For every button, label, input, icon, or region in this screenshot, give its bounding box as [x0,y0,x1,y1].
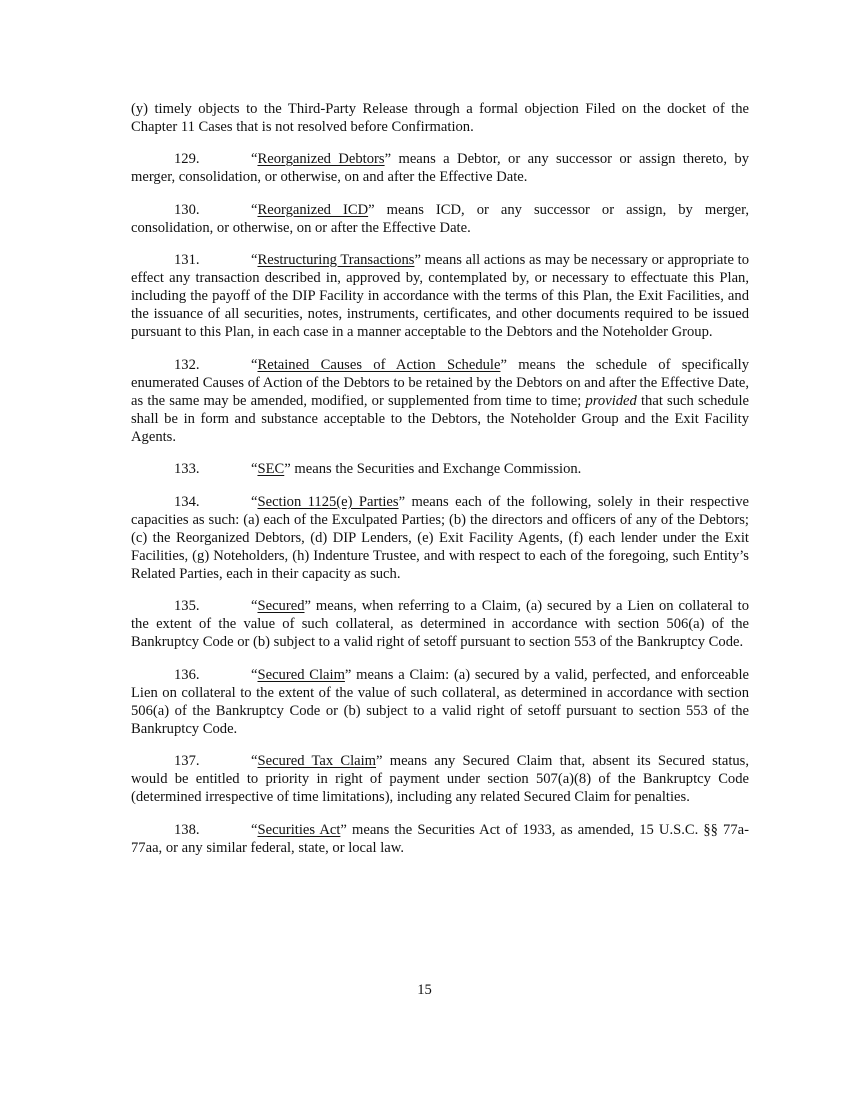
definition-129: 129. “Reorganized Debtors” means a Debtor, or any successor or assign thereto, by merger, consolidation, or otherwise, on and after the Effective Date. [131,151,749,186]
definition-135: 135. “Secured” means, when referring to a Claim, (a) secured by a Lien on collateral to the extent of the value of such collateral, as determined in accordance with section 506(a) of the Bankruptcy Code or (b) subject to a valid right of setoff pursuant to section 553 of the Bankruptcy Code. [131,598,749,651]
definition-number: 132. [174,356,200,373]
definition-number: 131. [174,251,200,268]
definition-text: means a Claim: (a) secured by a valid, perfected, and enforceable Lien on collateral to the extent of the value of such collateral, as determined in accordance with section 506(a) of the Bankruptcy Code or (b) subject to a valid right of setoff pursuant to section 553 of the Bankruptcy Code. [131,666,749,737]
definition-text: means the Securities Act of 1933, as amended, 15 U.S.C. §§ 77a-77aa, or any similar federal, state, or local law. [131,821,749,856]
definition-number: 133. [174,461,200,478]
defined-term: Reorganized Debtors [257,151,385,168]
lead-paragraph: (y) timely objects to the Third-Party Release through a formal objection Filed on the docket of the Chapter 11 Cases that is not resolved before Confirmation. [131,101,749,136]
definition-number: 138. [174,821,200,838]
defined-term: Secured [257,598,305,615]
defined-term: Reorganized ICD [257,201,369,218]
definition-number: 136. [174,666,200,683]
definition-text: means each of the following, solely in their respective capacities as such: (a) each of the Exculpated Parties; (b) the directors and officers of any of the Debtors; (c) the Reorganized Debtors, (d) DIP Lenders, (e) Exit Facility Agents, (f) each lender under the Exit Facilities, (g) Noteholders, (h) Indenture Trustee, and with respect to each of the foregoing, such Entity’s Related Parties, each in their capacity as such. [131,493,749,582]
defined-term: SEC [257,461,285,478]
definition-138: 138. “Securities Act” means the Securities Act of 1933, as amended, 15 U.S.C. §§ 77a-77aa, or any similar federal, state, or local law. [131,821,749,856]
definition-number: 135. [174,598,200,615]
definition-text: means, when referring to a Claim, (a) secured by a Lien on collateral to the extent of the value of such collateral, as determined in accordance with section 506(a) of the Bankruptcy Code or (b) subject to a valid right of setoff pursuant to section 553 of the Bankruptcy Code. [131,598,749,651]
definition-137: 137. “Secured Tax Claim” means any Secured Claim that, absent its Secured status, would be entitled to priority in right of payment under section 507(a)(8) of the Bankruptcy Code (determined irrespective of time limitations), including any related Secured Claim for penalties. [131,753,749,806]
definition-text: means ICD, or any successor or assign, by merger, consolidation, or otherwise, on or after the Effective Date. [131,201,749,236]
definition-text-tail: that such schedule shall be in form and substance acceptable to the Debtors, the Noteholder Group and the Exit Facility Agents. [131,392,749,445]
definition-number: 134. [174,493,200,510]
definition-131: 131. “Restructuring Transactions” means all actions as may be necessary or appropriate to effect any transaction described in, approved by, contemplated by, or necessary to effectuate this Plan, including the payoff of the DIP Facility in accordance with the terms of this Plan, the Exit Facilities, and the issuance of all securities, notes, instruments, certificates, and other documents required to be issued pursuant to this Plan, in each case in a manner acceptable to the Debtors and the Noteholder Group. [131,251,749,341]
defined-term: Secured Tax Claim [257,753,377,770]
definition-text: means all actions as may be necessary or appropriate to effect any transaction described in, approved by, contemplated by, or necessary to effectuate this Plan, including the payoff of the DIP Facility in accordance with the terms of this Plan, the Exit Facilities, and the issuance of all securities, notes, instruments, certificates, and other documents required to be issued pursuant to this Plan, in each case in a manner acceptable to the Debtors and the Noteholder Group. [131,251,749,341]
definition-132: 132. “Retained Causes of Action Schedule” means the schedule of specifically enumerated Causes of Action of the Debtors to be retained by the Debtors on and after the Effective Date, as the same may be amended, modified, or supplemented from time to time; provided that such schedule shall be in form and substance acceptable to the Debtors, the Noteholder Group and the Exit Facility Agents. [131,356,750,445]
defined-term: Retained Causes of Action Schedule [257,356,501,373]
definition-130: 130. “Reorganized ICD” means ICD, or any successor or assign, by merger, consolidation, or otherwise, on or after the Effective Date. [131,201,749,236]
definition-number: 130. [174,201,200,218]
italic-term: provided [585,392,637,409]
defined-term: Section 1125(e) Parties [257,493,399,510]
definition-text: means the schedule of specifically enumerated Causes of Action of the Debtors to be retained by the Debtors on and after the Effective Date, as the same may be amended, modified, or supplemented from time to time; [131,356,750,409]
definition-text: means a Debtor, or any successor or assign thereto, by merger, consolidation, or otherwise, on and after the Effective Date. [131,151,749,186]
defined-term: Secured Claim [257,666,345,683]
definition-text: means the Securities and Exchange Commission. [290,461,582,478]
page-number: 15 [417,982,432,998]
definition-134: 134. “Section 1125(e) Parties” means each of the following, solely in their respective capacities as such: (a) each of the Exculpated Parties; (b) the directors and officers of any of the Debtors; (c) the Reorganized Debtors, (d) DIP Lenders, (e) Exit Facility Agents, (f) each lender under the Exit Facilities, (g) Noteholders, (h) Indenture Trustee, and with respect to each of the foregoing, such Entity’s Related Parties, each in their capacity as such. [131,493,749,582]
document-body [131,100,749,857]
defined-term: Securities Act [257,821,341,838]
definition-text: means any Secured Claim that, absent its Secured status, would be entitled to priority in right of payment under section 507(a)(8) of the Bankruptcy Code (determined irrespective of time limitations), including any related Secured Claim for penalties. [131,753,749,806]
definition-number: 129. [174,151,200,168]
definition-136: 136. “Secured Claim” means a Claim: (a) secured by a valid, perfected, and enforceable Lien on collateral to the extent of the value of such collateral, as determined in accordance with section 506(a) of the Bankruptcy Code or (b) subject to a valid right of setoff pursuant to section 553 of the Bankruptcy Code. [131,666,749,737]
definition-number: 137. [174,753,200,770]
definition-133: 133. “SEC” means the Securities and Exchange Commission. [174,461,582,478]
defined-term: Restructuring Transactions [257,251,415,268]
